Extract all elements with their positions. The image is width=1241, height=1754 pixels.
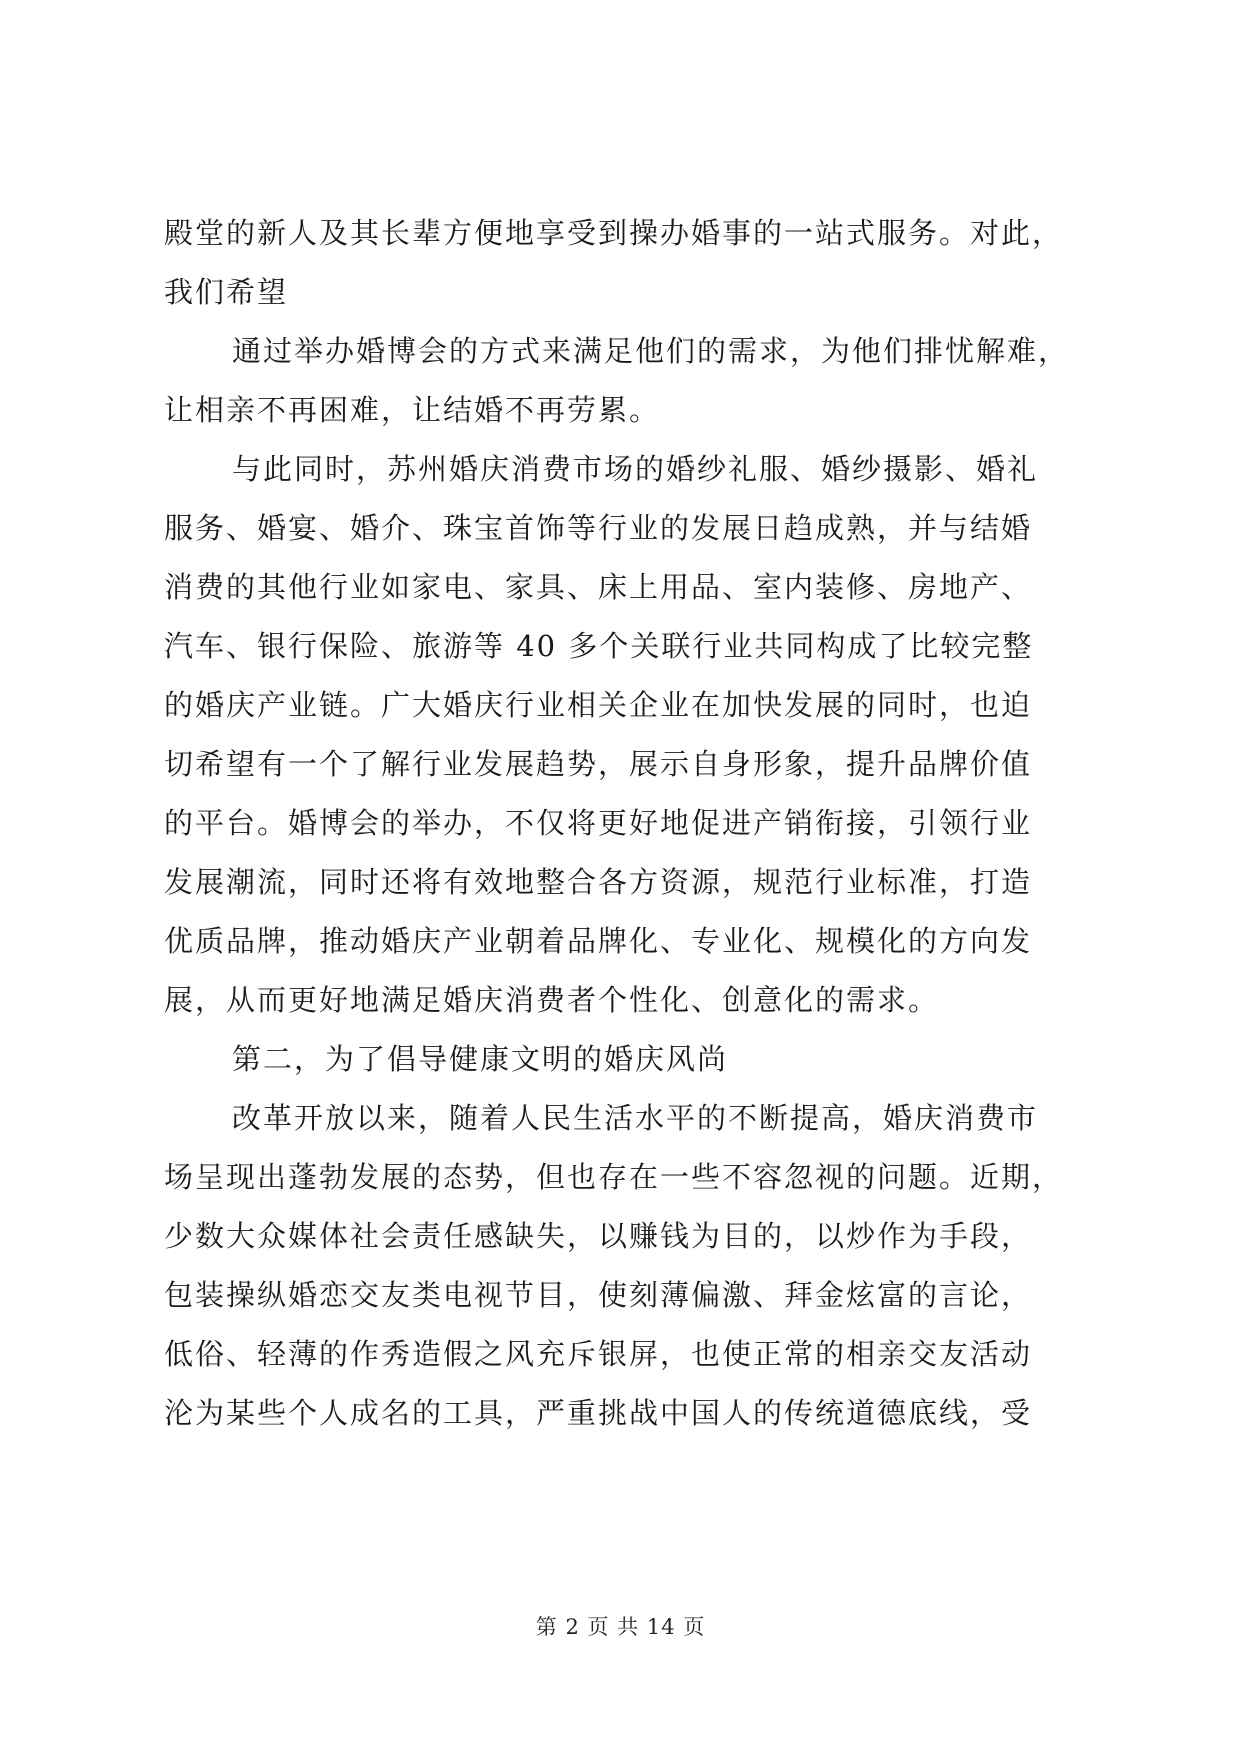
text-line: 服务、婚宴、婚介、珠宝首饰等行业的发展日趋成熟，并与结婚 <box>164 511 1033 545</box>
text-line: 通过举办婚博会的方式来满足他们的需求，为他们排忧解难， <box>232 334 1070 368</box>
text-line: 的平台。婚博会的举办，不仅将更好地促进产销衔接，引领行业 <box>164 806 1033 840</box>
text-line: 少数大众媒体社会责任感缺失，以赚钱为目的，以炒作为手段， <box>164 1219 1033 1253</box>
text-line: 消费的其他行业如家电、家具、床上用品、室内装修、房地产、 <box>164 570 1033 604</box>
text-line: 殿堂的新人及其长辈方便地享受到操办婚事的一站式服务。对此， <box>164 216 1064 250</box>
page-footer <box>0 1611 1241 1641</box>
section-heading: 第二，为了倡导健康文明的婚庆风尚 <box>232 1042 729 1076</box>
text-line: 场呈现出蓬勃发展的态势，但也存在一些不容忽视的问题。近期， <box>164 1160 1064 1194</box>
text-line: 我们希望 <box>164 275 289 309</box>
text-line: 的婚庆产业链。广大婚庆行业相关企业在加快发展的同时，也迫 <box>164 688 1033 722</box>
text-line: 展，从而更好地满足婚庆消费者个性化、创意化的需求。 <box>164 983 940 1017</box>
text-line: 改革开放以来，随着人民生活水平的不断提高，婚庆消费市 <box>232 1101 1039 1135</box>
text-line: 沦为某些个人成名的工具，严重挑战中国人的传统道德底线，受 <box>164 1396 1033 1430</box>
page-number: 第 2 页 共 14 页 <box>535 1615 706 1639</box>
text-line: 发展潮流，同时还将有效地整合各方资源，规范行业标准，打造 <box>164 865 1033 899</box>
text-line: 切希望有一个了解行业发展趋势，展示自身形象，提升品牌价值 <box>164 747 1033 781</box>
text-line: 与此同时，苏州婚庆消费市场的婚纱礼服、婚纱摄影、婚礼 <box>232 452 1039 486</box>
text-line: 低俗、轻薄的作秀造假之风充斥银屏，也使正常的相亲交友活动 <box>164 1337 1033 1371</box>
text-line: 包装操纵婚恋交友类电视节目，使刻薄偏激、拜金炫富的言论， <box>164 1278 1033 1312</box>
text-line: 优质品牌，推动婚庆产业朝着品牌化、专业化、规模化的方向发 <box>164 924 1033 958</box>
text-line: 让相亲不再困难，让结婚不再劳累。 <box>164 393 661 427</box>
text-line: 汽车、银行保险、旅游等 40 多个关联行业共同构成了比较完整 <box>164 629 1034 663</box>
body-text <box>164 204 1124 1443</box>
